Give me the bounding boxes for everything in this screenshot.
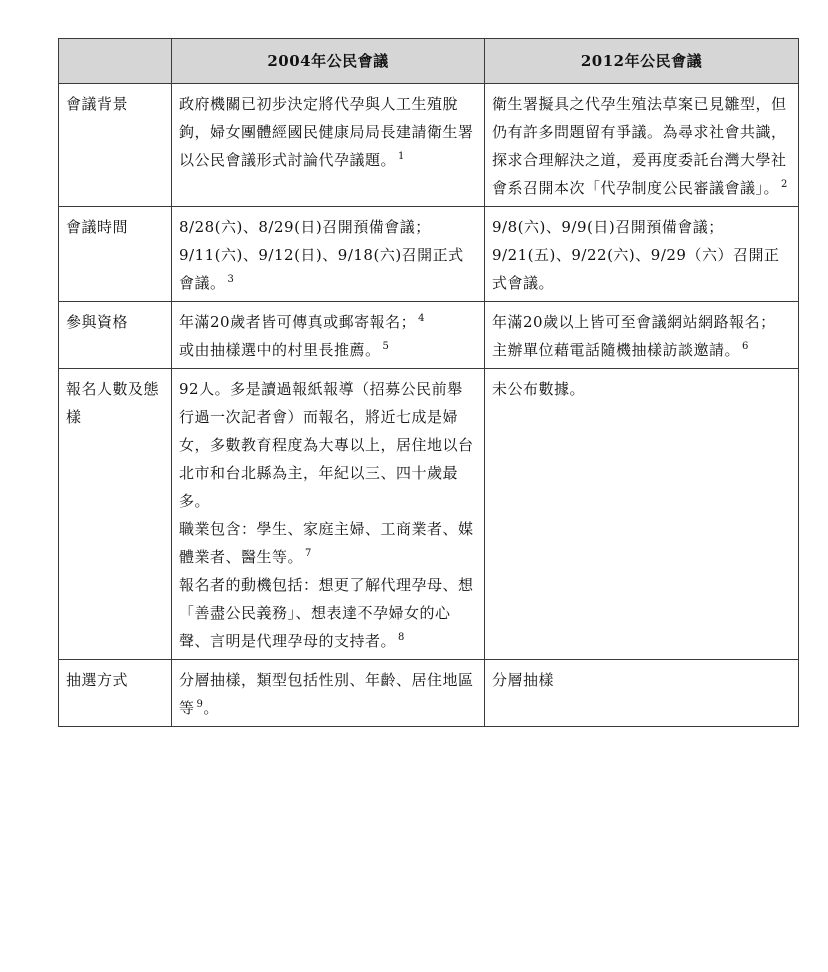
- cell-text: 8/28(六)、8/29(日)召開預備會議；9/11(六)、9/12(日)、9/18(六)召開正式會議。: [179, 218, 464, 292]
- cell-text: 分層抽樣: [492, 671, 555, 689]
- footnote-ref: 4: [418, 313, 425, 324]
- paragraph: [492, 336, 791, 364]
- table-row: [59, 207, 799, 302]
- paragraph: [179, 515, 477, 571]
- cell-text: 職業包含：學生、家庭主婦、工商業者、媒體業者、醫生等。: [179, 520, 474, 566]
- header-corner-cell: [59, 39, 172, 84]
- paragraph: [179, 308, 477, 336]
- header-2012: 2012年公民會議: [485, 39, 799, 84]
- paragraph: [179, 90, 477, 174]
- cell-2012: [485, 84, 799, 207]
- cell-2004: [172, 84, 485, 207]
- paragraph: [179, 571, 477, 655]
- paragraph: [492, 213, 791, 297]
- header-2004: 2004年公民會議: [172, 39, 485, 84]
- cell-2012: [485, 207, 799, 302]
- cell-text: 92人。多是讀過報紙報導（招募公民前舉行過一次記者會）而報名，將近七成是婦女，多數教育程度為大專以上，居住地以台北市和台北縣為主，年紀以三、四十歲最多。: [179, 380, 474, 510]
- cell-text-tail: 。: [203, 699, 219, 717]
- footnote-ref: 1: [398, 151, 405, 162]
- table-row: [59, 302, 799, 369]
- cell-2004: [172, 660, 485, 727]
- header-row: [59, 39, 799, 84]
- cell-text: 未公布數據。: [492, 380, 586, 398]
- cell-text: 衛生署擬具之代孕生殖法草案已見雛型，但仍有許多問題留有爭議。為尋求社會共識，探求合理解決之道，爰再度委託台灣大學社會系召開本次「代孕制度公民審議會議」。: [492, 95, 787, 197]
- cell-2004: [172, 207, 485, 302]
- footnote-ref: 8: [398, 632, 405, 643]
- cell-2012: [485, 660, 799, 727]
- paragraph: [492, 666, 791, 694]
- paragraph: [179, 336, 477, 364]
- cell-2004: [172, 369, 485, 660]
- paragraph: [492, 308, 791, 336]
- paragraph: [179, 666, 477, 722]
- footnote-ref: 3: [227, 274, 235, 285]
- paragraph: [179, 375, 477, 515]
- footnote-ref: 5: [382, 341, 390, 352]
- cell-text: 9/8(六)、9/9(日)召開預備會議；9/21(五)、9/22(六)、9/29（六）召開正式會議。: [492, 218, 780, 292]
- cell-text: 政府機關已初步決定將代孕與人工生殖脫鉤，婦女團體經國民健康局局長建請衛生署以公民會議形式討論代孕議題。: [179, 95, 474, 169]
- footnote-ref: 9: [196, 699, 204, 710]
- paragraph: [179, 213, 477, 297]
- row-label: 抽選方式: [59, 660, 172, 727]
- cell-2012: [485, 369, 799, 660]
- row-label: 報名人數及態樣: [59, 369, 172, 660]
- paragraph: [492, 90, 791, 202]
- cell-text: 主辦單位藉電話隨機抽樣訪談邀請。: [492, 341, 741, 359]
- table-row: [59, 660, 799, 727]
- row-label: 會議時間: [59, 207, 172, 302]
- cell-text: 年滿20歲者皆可傳真或郵寄報名；: [179, 313, 417, 331]
- footnote-ref: 2: [781, 179, 788, 190]
- footnote-ref: 7: [305, 548, 312, 559]
- row-label: 參與資格: [59, 302, 172, 369]
- paragraph: [492, 375, 791, 403]
- cell-2012: [485, 302, 799, 369]
- footnote-ref: 6: [742, 341, 749, 352]
- cell-text: 分層抽樣，類型包括性別、年齡、居住地區等: [179, 671, 474, 717]
- cell-text: 或由抽樣選中的村里長推薦。: [179, 341, 381, 359]
- comparison-table: [58, 38, 799, 727]
- row-label: 會議背景: [59, 84, 172, 207]
- table-row: [59, 369, 799, 660]
- cell-2004: [172, 302, 485, 369]
- cell-text: 報名者的動機包括：想更了解代理孕母、想「善盡公民義務」、想表達不孕婦女的心聲、言明是代理孕母的支持者。: [179, 576, 474, 650]
- cell-text: 年滿20歲以上皆可至會議網站網路報名；: [492, 313, 776, 331]
- table-row: [59, 84, 799, 207]
